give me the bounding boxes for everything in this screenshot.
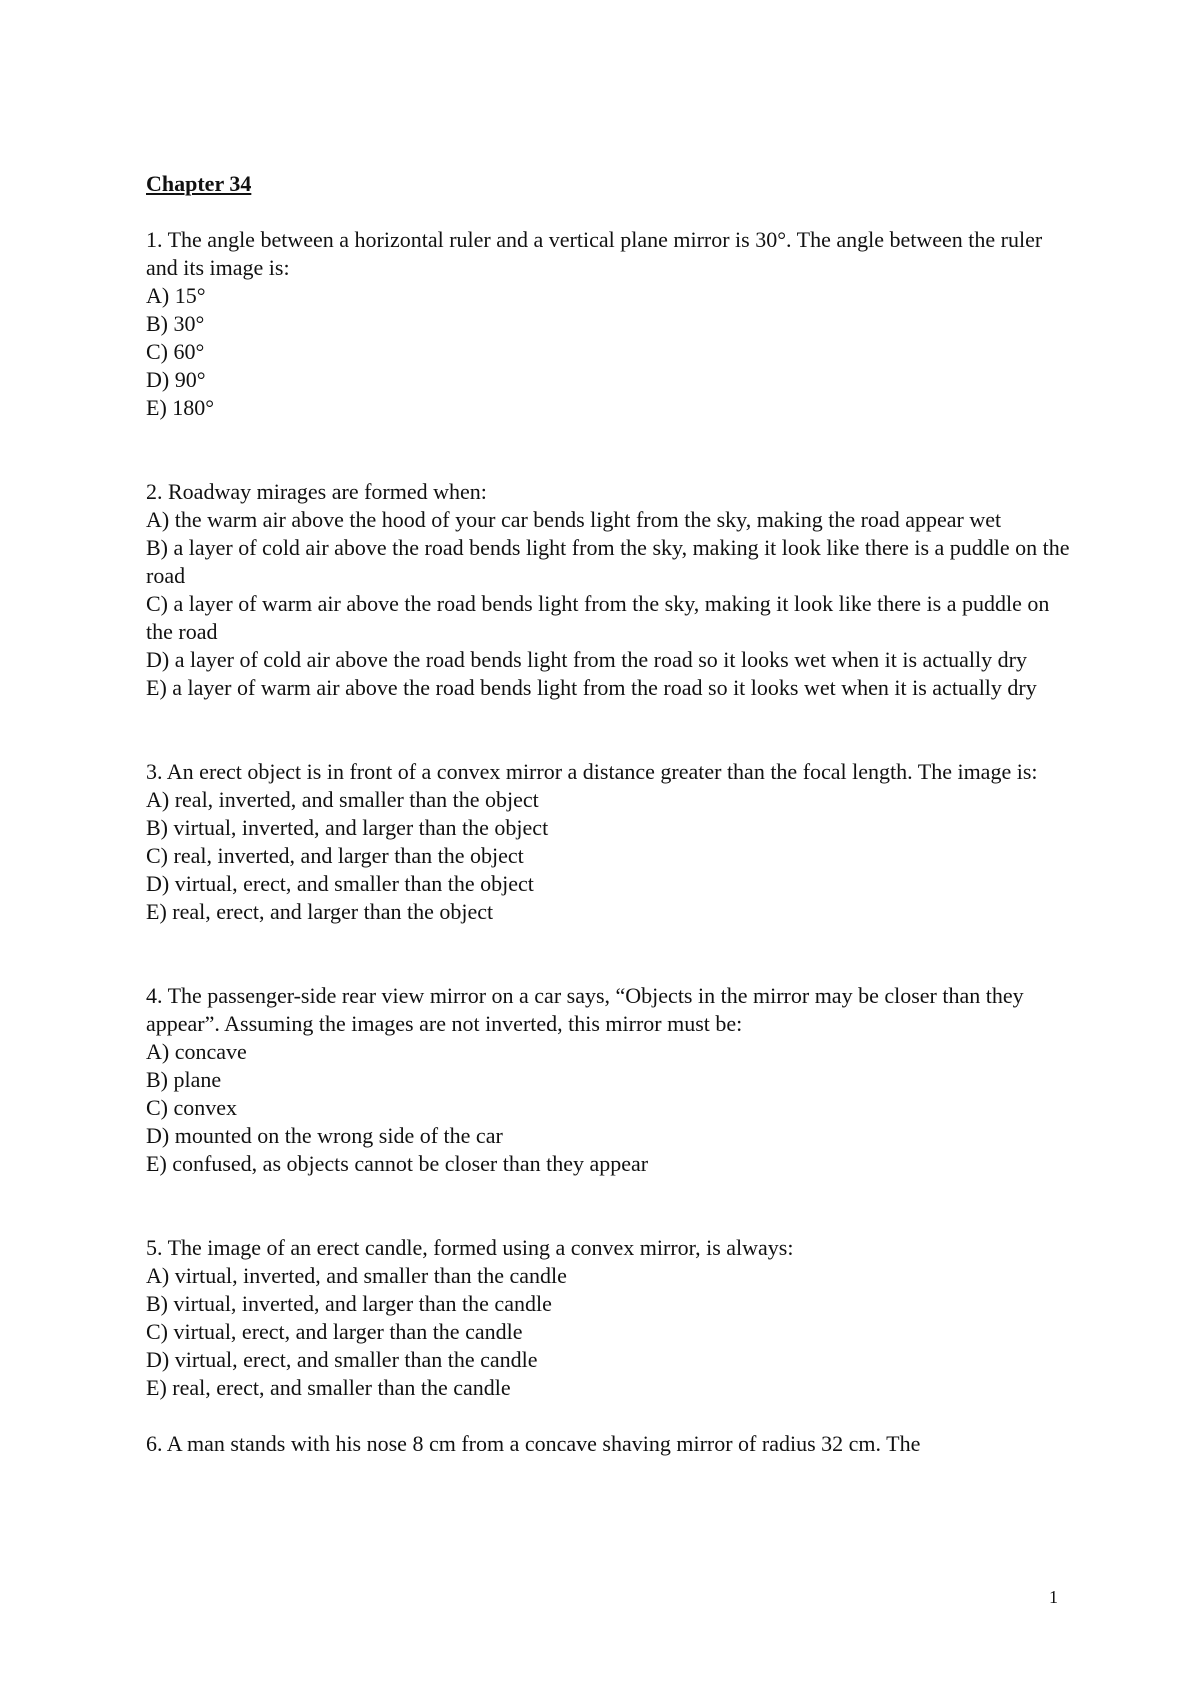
page-number: 1 (1049, 1587, 1058, 1607)
question-3 (146, 758, 1076, 926)
answer-option: A) real, inverted, and smaller than the object (146, 787, 539, 812)
answer-option: E) real, erect, and larger than the object (146, 899, 494, 924)
answer-option: C) convex (146, 1095, 238, 1120)
question-text: 4. The passenger-side rear view mirror on a car says, “Objects in the mirror may be closer than they appear”. Assuming the images are not inverted, this mirror must be: (146, 983, 1024, 1036)
question-text: 6. A man stands with his nose 8 cm from a concave shaving mirror of radius 32 cm. The (146, 1431, 921, 1456)
answer-option: D) virtual, erect, and smaller than the candle (146, 1347, 538, 1372)
answer-option: E) 180° (146, 395, 215, 420)
question-1 (146, 226, 1076, 422)
answer-option: B) virtual, inverted, and larger than the object (146, 815, 549, 840)
question-text: 3. An erect object is in front of a convex mirror a distance greater than the focal length. The image is: (146, 759, 1038, 784)
answer-options (146, 282, 1076, 422)
chapter-title: Chapter 34 (146, 171, 252, 196)
answer-option: C) 60° (146, 339, 205, 364)
answer-options (146, 1038, 1076, 1178)
answer-option: E) real, erect, and smaller than the candle (146, 1375, 511, 1400)
question-5 (146, 1234, 1076, 1402)
answer-option: A) 15° (146, 283, 206, 308)
answer-option: C) virtual, erect, and larger than the candle (146, 1319, 523, 1344)
spacer (146, 1178, 1076, 1234)
answer-option: A) virtual, inverted, and smaller than the candle (146, 1263, 567, 1288)
answer-option: B) plane (146, 1067, 222, 1092)
answer-option: D) virtual, erect, and smaller than the object (146, 871, 534, 896)
answer-option: B) virtual, inverted, and larger than the candle (146, 1291, 552, 1316)
answer-options (146, 1262, 1076, 1402)
spacer (146, 926, 1076, 982)
spacer (146, 422, 1076, 478)
page-content (146, 170, 1076, 1458)
answer-option: D) a layer of cold air above the road bends light from the road so it looks wet when it is actually dry (146, 647, 1027, 672)
answer-options (146, 786, 1076, 926)
answer-option: C) a layer of warm air above the road bends light from the sky, making it look like there is a puddle on the road (146, 591, 1050, 644)
answer-option: B) 30° (146, 311, 205, 336)
question-text: 5. The image of an erect candle, formed using a convex mirror, is always: (146, 1235, 794, 1260)
question-text: 1. The angle between a horizontal ruler and a vertical plane mirror is 30°. The angle between the ruler and its image is: (146, 227, 1043, 280)
answer-option: E) confused, as objects cannot be closer than they appear (146, 1151, 649, 1176)
question-text: 2. Roadway mirages are formed when: (146, 479, 487, 504)
question-6 (146, 1430, 1076, 1458)
spacer (146, 1402, 1076, 1430)
answer-option: D) 90° (146, 367, 206, 392)
question-2 (146, 478, 1076, 702)
answer-option: D) mounted on the wrong side of the car (146, 1123, 503, 1148)
spacer (146, 702, 1076, 758)
answer-options (146, 506, 1076, 702)
answer-option: E) a layer of warm air above the road bends light from the road so it looks wet when it is actually dry (146, 675, 1037, 700)
answer-option: C) real, inverted, and larger than the object (146, 843, 524, 868)
answer-option: B) a layer of cold air above the road bends light from the sky, making it look like there is a puddle on the road (146, 535, 1070, 588)
answer-option: A) concave (146, 1039, 247, 1064)
answer-option: A) the warm air above the hood of your car bends light from the sky, making the road appear wet (146, 507, 1002, 532)
question-4 (146, 982, 1076, 1178)
